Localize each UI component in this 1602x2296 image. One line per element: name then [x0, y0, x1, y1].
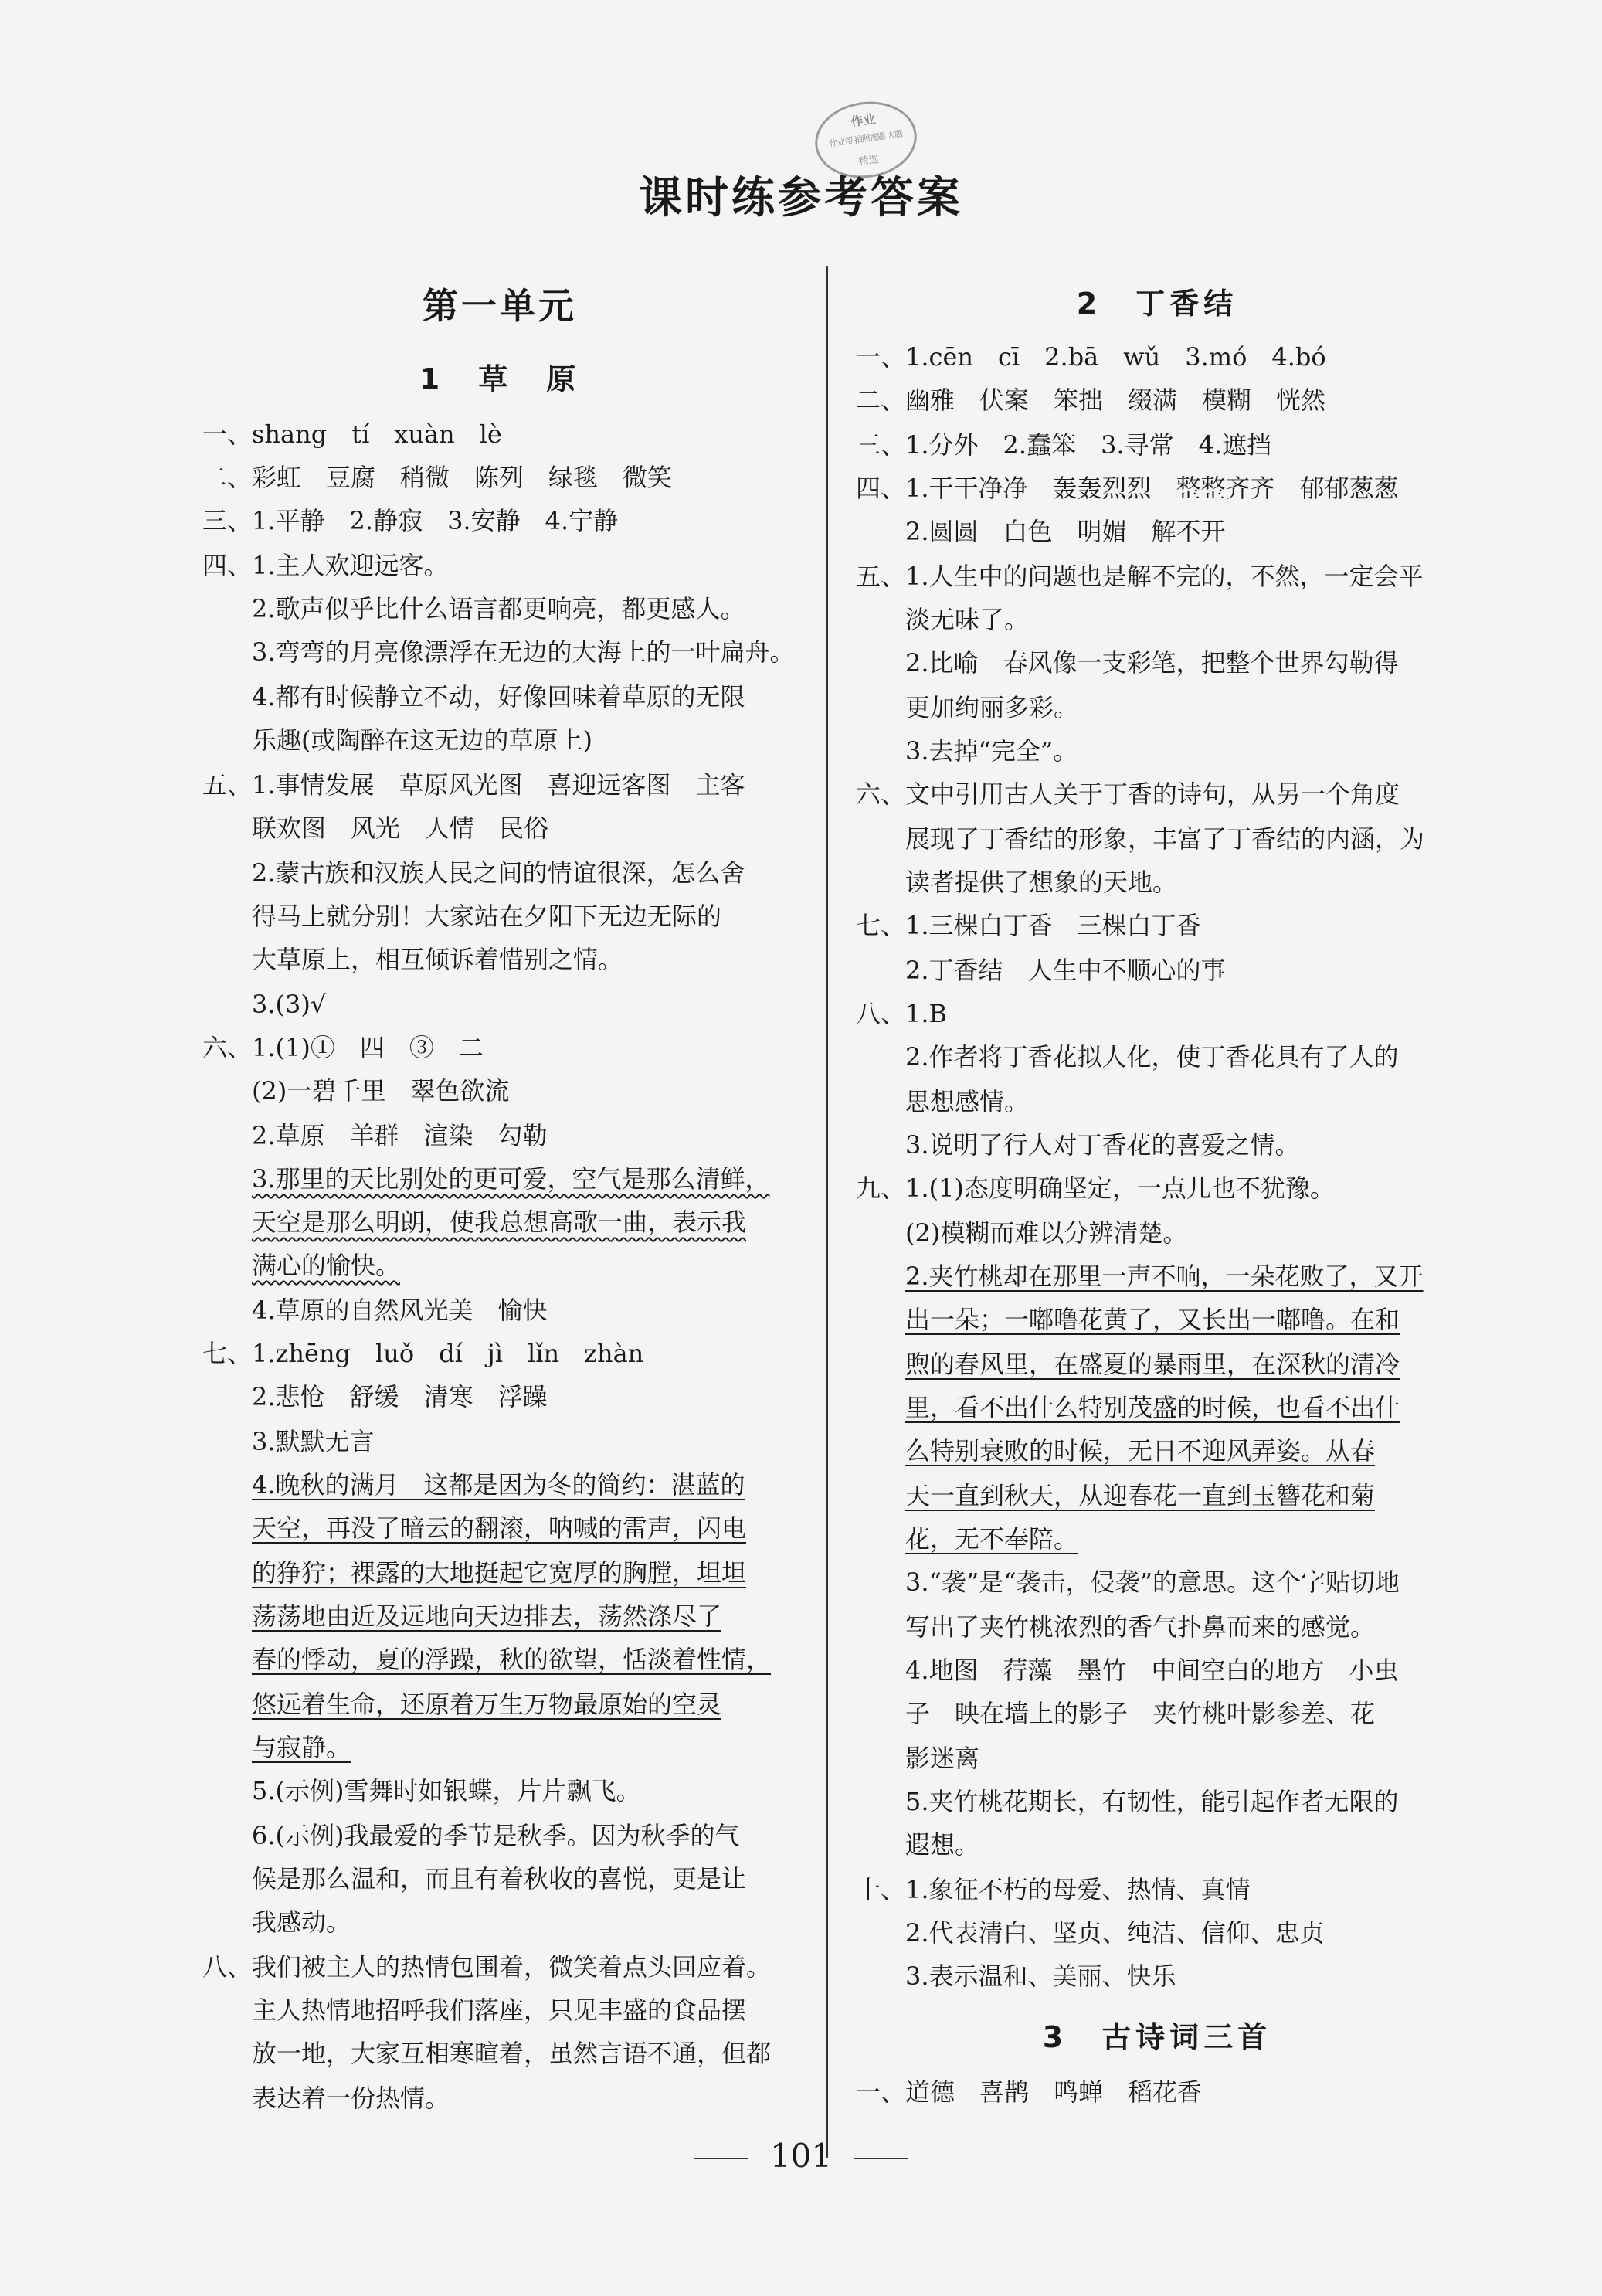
- unit-title: 第一单元: [423, 285, 577, 327]
- answer-line: 我感动。: [252, 1907, 351, 1937]
- answer-line: 子 映在墙上的影子 夹竹桃叶影参差、花: [905, 1699, 1376, 1728]
- answer-line: 乐趣(或陶醉在这无边的草原上): [252, 725, 592, 755]
- answer-line: 荡荡地由近及远地向天边排去，荡然涤尽了: [252, 1601, 722, 1631]
- answer-line: 2.歌声似乎比什么语言都更响亮，都更感人。: [252, 594, 745, 623]
- answer-line: 出一朵；一嘟噜花黄了，又长出一嘟噜。在和: [905, 1305, 1400, 1334]
- answer-line: 3.表示温和、美丽、快乐: [905, 1961, 1176, 1991]
- lesson-1-title: 1 草 原: [419, 362, 581, 396]
- answer-line: 四、1.主人欢迎远客。: [202, 551, 449, 580]
- answer-line: 大草原上，相互倾诉着惜别之情。: [252, 945, 623, 974]
- answer-line: 2.夹竹桃却在那里一声不响，一朵花败了，又开: [905, 1262, 1424, 1291]
- answer-line: 2.蒙古族和汉族人民之间的情谊很深，怎么舍: [252, 858, 745, 888]
- answer-line: 4.都有时候静立不动，好像回味着草原的无限: [252, 682, 745, 712]
- answer-line: 八、我们被主人的热情包围着，微笑着点头回应着。: [202, 1952, 772, 1982]
- answer-line: 主人热情地招呼我们落座，只见丰盛的食品摆: [252, 1995, 747, 2025]
- answer-line: 3.说明了行人对丁香花的喜爱之情。: [905, 1130, 1300, 1160]
- answer-line: 6.(示例)我最爱的季节是秋季。因为秋季的气: [252, 1821, 740, 1850]
- answer-line: 3.弯弯的月亮像漂浮在无边的大海上的一叶扁舟。: [252, 637, 795, 667]
- answer-line: 候是那么温和，而且有着秋收的喜悦，更是让: [252, 1864, 747, 1894]
- answer-line: 联欢图 风光 人情 民俗: [252, 813, 549, 843]
- answer-line: 煦的春风里，在盛夏的暴雨里，在深秋的清冷: [905, 1350, 1400, 1379]
- answer-line: 2.圆圆 白色 明媚 解不开: [905, 517, 1226, 546]
- answer-line: 一、1.cēn cī 2.bā wǔ 3.mó 4.bó: [856, 342, 1326, 372]
- answer-line: 与寂静。: [252, 1733, 351, 1762]
- answer-line: 天空是那么明朗，使我总想高歌一曲，表示我: [252, 1207, 747, 1237]
- answer-line: 花，无不奉陪。: [905, 1524, 1079, 1554]
- answer-line: 八、1.B: [856, 999, 948, 1028]
- answer-line: 二、彩虹 豆腐 稍微 陈列 绿毯 微笑: [202, 463, 673, 492]
- answer-line: 2.作者将丁香花拟人化，使丁香花具有了人的: [905, 1042, 1399, 1072]
- answer-line: 2.比喻 春风像一支彩笔，把整个世界勾勒得: [905, 648, 1399, 678]
- answer-line: 2.草原 羊群 渲染 勾勒: [252, 1121, 548, 1150]
- answer-line: 4.晚秋的满月 这都是因为冬的简约：湛蓝的: [252, 1470, 745, 1500]
- answer-line: 二、幽雅 伏案 笨拙 缀满 模糊 恍然: [856, 385, 1326, 415]
- answer-line: 的狰狞；裸露的大地挺起它宽厚的胸膛，坦坦: [252, 1558, 747, 1588]
- answer-line: 淡无味了。: [905, 605, 1030, 634]
- answer-line: 六、文中引用古人关于丁香的诗句，从另一个角度: [856, 779, 1400, 809]
- answer-line: 五、1.人生中的问题也是解不完的，不然，一定会平: [856, 562, 1424, 591]
- answer-line: 七、1.三棵白丁香 三棵白丁香: [856, 911, 1201, 940]
- answer-line: 3.(3)√: [252, 990, 327, 1019]
- page-number-value: 101: [769, 2137, 833, 2175]
- page-number-dash-right: [854, 2158, 908, 2159]
- answer-line: 遐想。: [905, 1830, 980, 1860]
- answer-line: 5.夹竹桃花期长，有韧性，能引起作者无限的: [905, 1787, 1399, 1816]
- answer-line: 里，看不出什么特别茂盛的时候，也看不出什: [905, 1393, 1400, 1422]
- page-title: 课时练参考答案: [639, 173, 963, 223]
- answer-line: (2)一碧千里 翠色欲流: [252, 1076, 510, 1106]
- stamp-line-3: 精选: [857, 153, 880, 168]
- answer-line: 2.代表清白、坚贞、纯洁、信仰、忠贞: [905, 1918, 1325, 1948]
- answer-line: 3.去掉“完全”。: [905, 736, 1078, 766]
- answer-line: 九、1.(1)态度明确坚定，一点儿也不犹豫。: [856, 1173, 1335, 1203]
- stamp-line-1: 作业: [850, 111, 877, 130]
- answer-line: 2.悲怆 舒缓 清寒 浮躁: [252, 1382, 548, 1411]
- answer-line: 得马上就分别！大家站在夕阳下无边无际的: [252, 902, 722, 931]
- answer-line: 悠远着生命，还原着万生万物最原始的空灵: [252, 1690, 722, 1719]
- answer-line: 展现了丁香结的形象，丰富了丁香结的内涵，为: [905, 824, 1425, 854]
- answer-line: 六、1.(1)① 四 ③ 二: [202, 1033, 484, 1062]
- answer-line: 表达着一份热情。: [252, 2084, 450, 2113]
- answer-line: 么特别衰败的时候，无日不迎风弄姿。从春: [905, 1436, 1376, 1466]
- answer-line: 三、1.平静 2.静寂 3.安静 4.宁静: [202, 506, 619, 535]
- page-number-dash-left: [694, 2158, 748, 2159]
- answer-line: 天一直到秋天，从迎春花一直到玉簪花和菊: [905, 1481, 1376, 1510]
- lesson-3-title: 3 古诗词三首: [1042, 2020, 1272, 2054]
- answer-line: 3.默默无言: [252, 1427, 375, 1456]
- answer-line: 更加绚丽多彩。: [905, 693, 1079, 722]
- answer-line: 四、1.干干净净 轰轰烈烈 整整齐齐 郁郁葱葱: [856, 474, 1399, 503]
- answer-line: 一、道德 喜鹊 鸣蝉 稻花香: [856, 2077, 1203, 2107]
- answer-line: 三、1.分外 2.蠢笨 3.寻常 4.遮挡: [856, 430, 1272, 460]
- column-divider: [826, 266, 828, 2158]
- lesson-2-title: 2 丁香结: [1076, 287, 1238, 321]
- stamp-line-2: 作业帮 拍照搜题 大题: [828, 128, 903, 149]
- answer-line: 4.草原的自然风光美 愉快: [252, 1296, 548, 1325]
- answer-line: 2.丁香结 人生中不顺心的事: [905, 956, 1226, 985]
- answer-line: 写出了夹竹桃浓烈的香气扑鼻而来的感觉。: [905, 1612, 1376, 1642]
- answer-line: 放一地，大家互相寒暄着，虽然言语不通，但都: [252, 2039, 772, 2068]
- answer-line: 满心的愉快。: [252, 1251, 401, 1280]
- answer-line: 思想感情。: [905, 1087, 1030, 1116]
- answer-line: 五、1.事情发展 草原风光图 喜迎远客图 主客: [202, 770, 745, 800]
- answer-line: 春的悸动，夏的浮躁，秋的欲望，恬淡着性情，: [252, 1645, 772, 1674]
- answer-line: 影迷离: [905, 1744, 980, 1773]
- answer-line: 天空，再没了暗云的翻滚，呐喊的雷声，闪电: [252, 1513, 747, 1543]
- answer-line: 十、1.象征不朽的母爱、热情、真情: [856, 1875, 1251, 1904]
- page-number: [0, 2137, 1602, 2175]
- answer-line: 3.那里的天比别处的更可爱，空气是那么清鲜，: [252, 1164, 770, 1194]
- answer-line: 3.“袭”是“袭击，侵袭”的意思。这个字贴切地: [905, 1567, 1400, 1597]
- answer-line: 读者提供了想象的天地。: [905, 868, 1178, 897]
- answer-line: (2)模糊而难以分辨清楚。: [905, 1218, 1188, 1248]
- answer-line: 七、1.zhēng luǒ dí jì lǐn zhàn: [202, 1339, 644, 1368]
- answer-line: 4.地图 荇藻 墨竹 中间空白的地方 小虫: [905, 1656, 1399, 1685]
- answer-line: 5.(示例)雪舞时如银蝶，片片飘飞。: [252, 1776, 641, 1805]
- answer-line: 一、shang tí xuàn lè: [202, 419, 502, 449]
